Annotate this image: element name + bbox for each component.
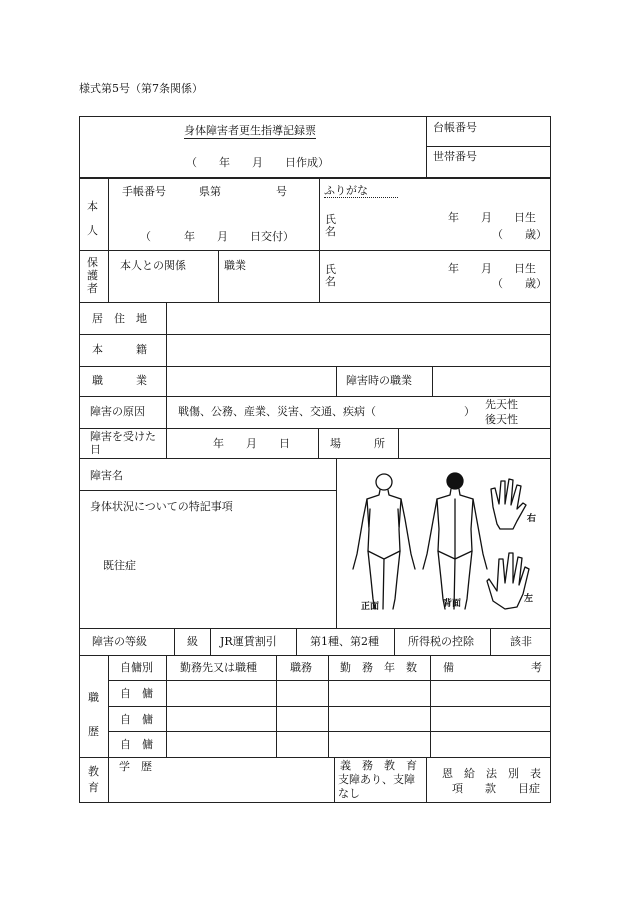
ledger-number-label: 台帳番号 [433,121,477,134]
front-label: 正面 [361,602,380,612]
special-notes-label: 身体状況についての特記事項 [90,500,233,513]
acquired-label: 後天性 [485,413,518,426]
career-header-duty: 職務 [290,661,312,674]
body-diagram [337,459,551,627]
career-header-years: 勤 務 年 数 [340,661,417,674]
front-body-figure [353,474,415,609]
guardian-name-label: 氏名 [325,263,336,288]
career-row-label: 自 傭 [120,713,153,726]
date-of-disability-label: 障害を受けた 日 [90,430,178,456]
back-label: 背面 [443,599,462,609]
domicile-label: 本 籍 [92,343,147,356]
guardian-age: （ 歳） [492,277,547,290]
guardian-birth-date: 年 月 日生 [448,262,536,275]
person-name-label: 氏名 [325,213,336,238]
created-date: （ 年 月 日作成） [186,156,329,169]
career-header-employer: 勤務先又は職種 [180,661,257,674]
compulsory-education-line1: 義 務 教 育 [340,759,417,772]
congenital-label: 先天性 [485,398,518,411]
household-number-label: 世帯番号 [433,150,477,163]
grade-label: 障害の等級 [92,635,147,648]
left-hand-label: 左 [524,594,534,604]
occupation-label: 職 業 [92,374,147,387]
compulsory-education-line3: なし [338,787,360,800]
residence-label: 居 住 地 [92,312,147,325]
issued-date: （ 年 月 日交付） [140,230,294,243]
person-section-label: 本人 [87,200,98,237]
grade-unit: 級 [187,635,198,648]
back-body-figure [423,473,487,609]
right-hand-figure [491,479,526,529]
jr-discount-options: 第1種、第2種 [310,635,379,648]
career-header-remarks: 備 考 [443,661,542,674]
occupation-at-disability-label: 障害時の職業 [346,374,412,387]
form-title: 身体障害者更生指導記録票 [184,124,316,137]
right-hand-label: 右 [527,514,537,524]
tax-deduction-label: 所得税の控除 [408,635,474,648]
tax-deduction-options: 該非 [510,635,532,648]
person-birth-date: 年 月 日生 [448,211,536,224]
career-row-label: 自 傭 [120,738,153,751]
career-section-label: 職歴 [88,691,99,738]
career-header-type: 自傭別 [120,661,153,674]
date-of-disability-value: 年 月 日 [213,437,290,450]
disability-name-label: 障害名 [90,469,123,482]
relation-label: 本人との関係 [120,259,186,272]
pension-law-line1: 恩 給 法 別 表 [442,767,541,780]
person-age: （ 歳） [492,228,547,241]
compulsory-education-line2: 支障あり、支障 [338,773,415,786]
place-label: 場 所 [330,437,385,450]
education-section-label: 教育 [88,765,99,794]
cause-options: 戦傷、公務、産業、災害、交通、疾病（ ） [178,405,475,418]
furigana-label: ふりがな [324,184,398,198]
left-hand-figure [487,553,529,609]
form-number: 様式第5号（第7条関係） [79,82,203,95]
guardian-section-label: 保護者 [87,256,98,295]
cause-label: 障害の原因 [90,405,145,418]
jr-discount-label: JR運賃割引 [220,635,277,648]
guardian-occupation-label: 職業 [224,259,246,272]
handbook-number-label: 手帳番号 県第 号 [122,185,287,198]
career-row-label: 自 傭 [120,687,153,700]
medical-history-label: 既往症 [103,559,136,572]
pension-law-line2: 項 款 目症 [452,782,540,795]
education-history-label: 学 歴 [119,760,152,773]
